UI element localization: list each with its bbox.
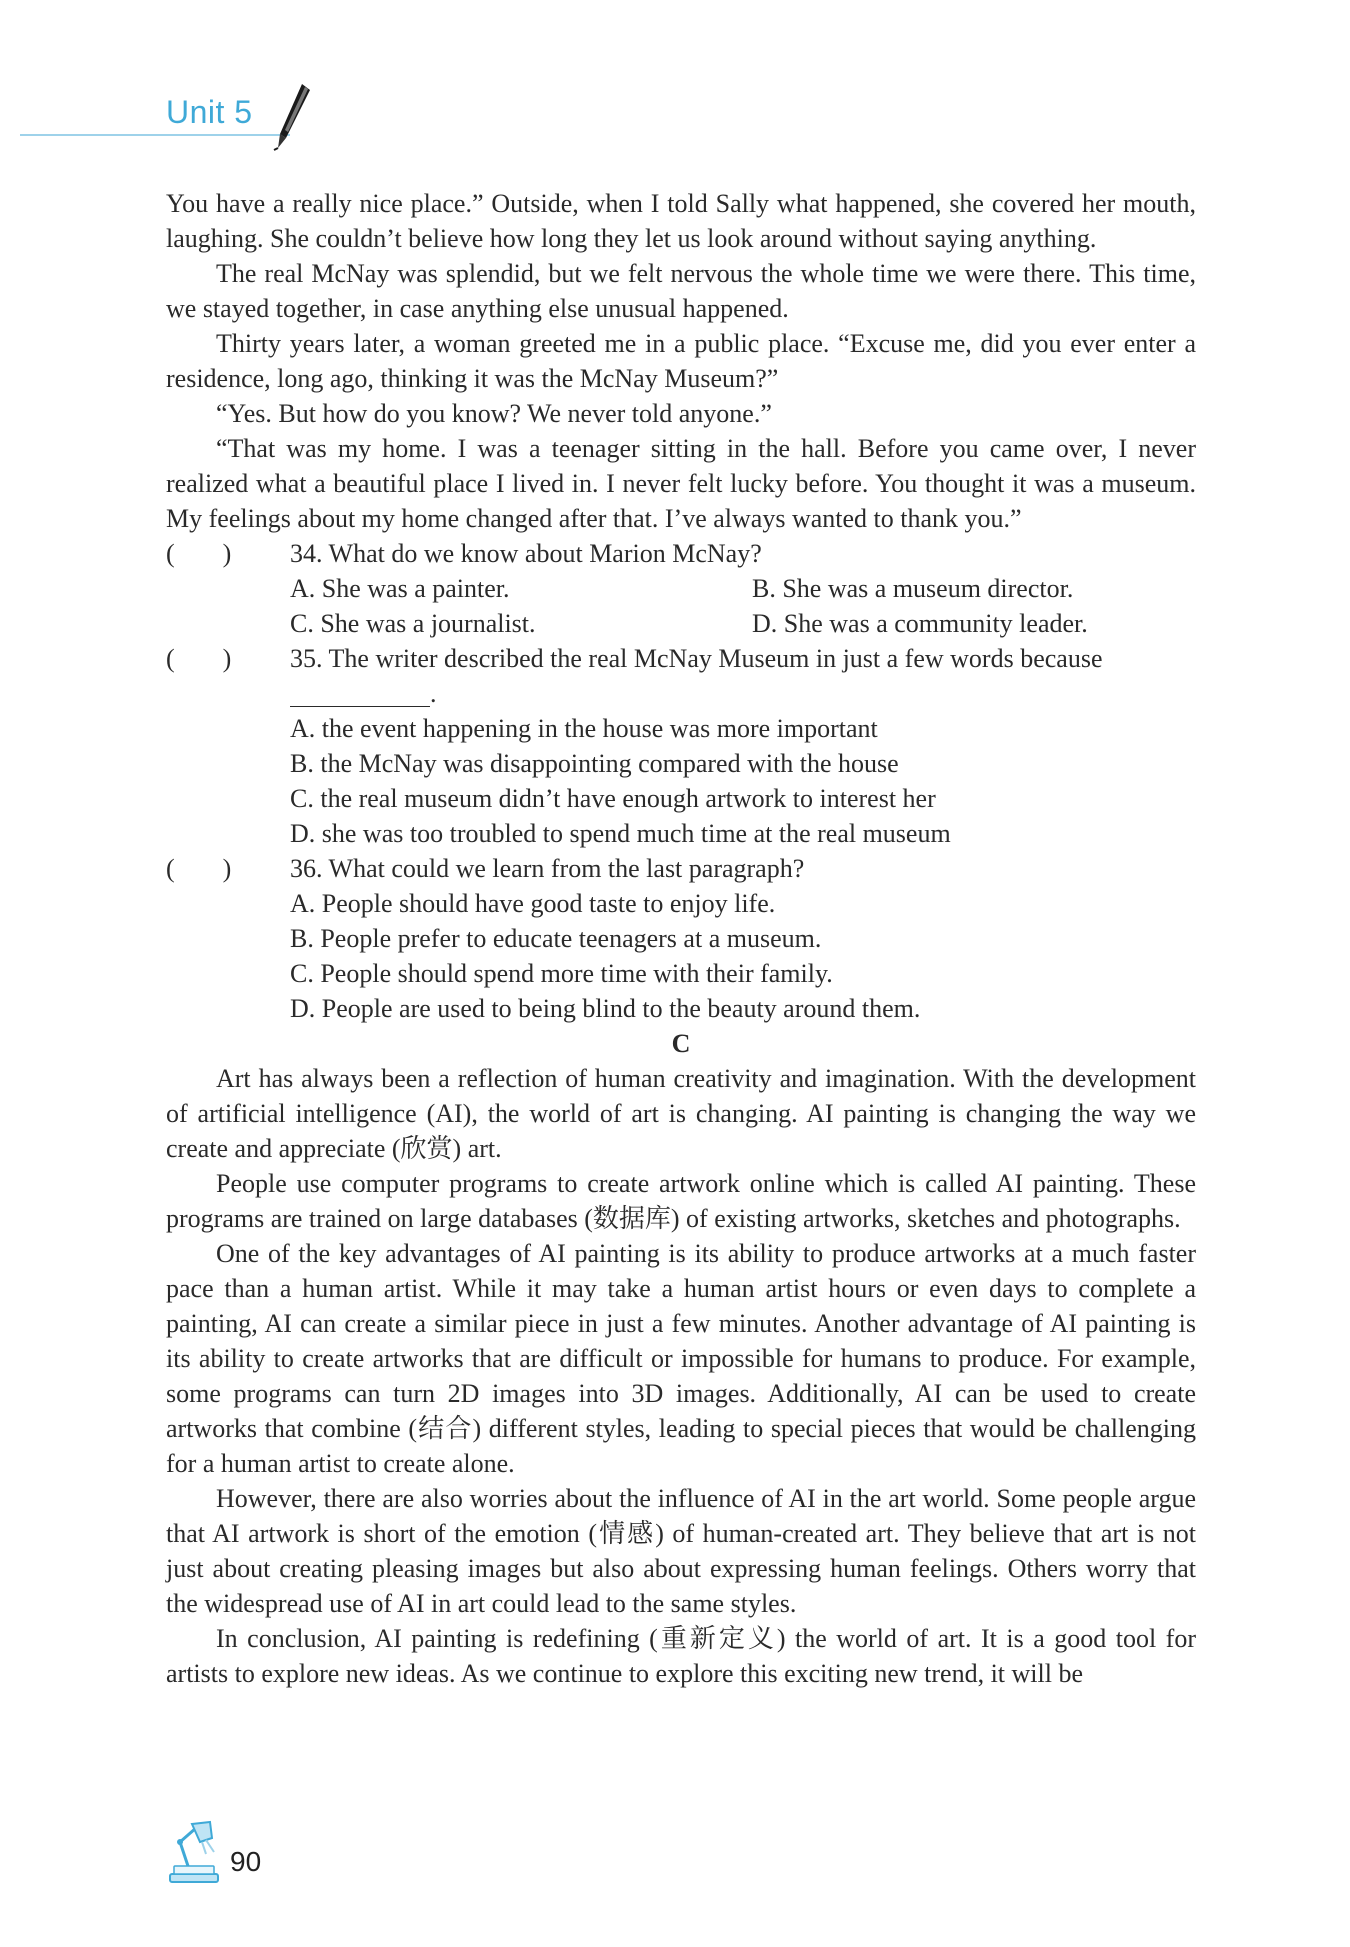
passage-paragraph: In conclusion, AI painting is redefining (重新定义) the world of art. It is a good tool for artists to explore new ideas. As we continue to explore this exciting new trend, it will be [166, 1624, 1196, 1688]
option-c: C. the real museum didn’t have enough artwork to interest her [290, 784, 936, 813]
option-d: D. She was a community leader. [752, 609, 1088, 638]
page-header [20, 82, 290, 142]
option-list [166, 886, 1196, 1026]
option-c: C. She was a journalist. [290, 609, 536, 638]
blank-period: . [430, 679, 437, 708]
section-title: C [671, 1029, 691, 1058]
option-b: B. She was a museum director. [752, 574, 1074, 603]
question-text: 36. What could we learn from the last paragraph? [290, 854, 805, 883]
question-stem [166, 851, 1196, 886]
answer-bracket[interactable]: ( ) [166, 854, 232, 883]
unit-title: Unit 5 [166, 94, 253, 130]
answer-bracket[interactable]: ( ) [166, 539, 232, 568]
option-d: D. People are used to being blind to the beauty around them. [290, 994, 921, 1023]
passage-paragraph: “Yes. But how do you know? We never told anyone.” [216, 399, 772, 428]
option-d: D. she was too troubled to spend much time at the real museum [290, 819, 951, 848]
option-grid [166, 571, 1196, 641]
question-35 [166, 641, 1196, 851]
option-c: C. People should spend more time with their family. [290, 959, 833, 988]
option-a: A. the event happening in the house was more important [290, 714, 878, 743]
question-34 [166, 536, 1196, 641]
passage-paragraph: The real McNay was splendid, but we felt nervous the whole time we were there. This time, we stayed together, in case anything else unusual happened. [166, 259, 1196, 323]
passage-paragraph: Thirty years later, a woman greeted me in a public place. “Excuse me, did you ever enter a residence, long ago, thinking it was the McNay Museum?” [166, 329, 1196, 393]
page-number: 90 [230, 1846, 262, 1877]
passage-paragraph: One of the key advantages of AI painting is its ability to produce artworks at a much faster pace than a human artist. While it may take a human artist hours or even days to complete a painting, AI can create a similar piece in just a few minutes. Another advantage of AI painting is its ability to create artworks that are difficult or impossible for humans to produce. For example, some programs can turn 2D images into 3D images. Additionally, AI can be used to create artworks that combine (结合) different styles, leading to special pieces that would be challenging for a human artist to create alone. [166, 1239, 1196, 1478]
question-36 [166, 851, 1196, 1026]
question-stem [166, 536, 1196, 571]
option-a: A. People should have good taste to enjoy life. [290, 889, 776, 918]
passage-c [166, 1026, 1196, 1691]
passage-paragraph: People use computer programs to create artwork online which is called AI painting. These programs are trained on large databases (数据库) of existing artworks, sketches and photographs. [166, 1169, 1196, 1233]
passage-paragraph: You have a really nice place.” Outside, when I told Sally what happened, she covered her mouth, laughing. She couldn’t believe how long they let us look around without saying anything. [166, 189, 1196, 253]
pen-icon [272, 82, 312, 152]
answer-bracket[interactable]: ( ) [166, 644, 232, 673]
answer-blank [166, 676, 1196, 711]
question-text: 35. The writer described the real McNay Museum in just a few words because [290, 644, 1103, 673]
question-stem [166, 641, 1196, 676]
passage-paragraph: However, there are also worries about the influence of AI in the art world. Some people argue that AI artwork is short of the emotion (情感) of human-created art. They believe that art is not just about creating pleasing images but also about expressing human feelings. Others worry that the widespread use of AI in art could lead to the same styles. [166, 1484, 1196, 1618]
option-b: B. the McNay was disappointing compared with the house [290, 749, 899, 778]
header-rule [20, 134, 290, 136]
option-b: B. People prefer to educate teenagers at a museum. [290, 924, 822, 953]
page-content [166, 186, 1196, 1691]
desk-lamp-icon [166, 1818, 224, 1884]
passage-paragraph: Art has always been a reflection of human creativity and imagination. With the development of artificial intelligence (AI), the world of art is changing. AI painting is changing the way we create and appreciate (欣赏) art. [166, 1064, 1196, 1163]
page-footer [166, 1818, 286, 1888]
option-a: A. She was a painter. [290, 574, 510, 603]
blank-underline [290, 685, 430, 707]
passage-b [166, 186, 1196, 536]
option-list [166, 711, 1196, 851]
question-text: 34. What do we know about Marion McNay? [290, 539, 762, 568]
passage-paragraph: “That was my home. I was a teenager sitting in the hall. Before you came over, I never realized what a beautiful place I lived in. I never felt lucky before. You thought it was a museum. My feelings about my home changed after that. I’ve always wanted to thank you.” [166, 434, 1196, 533]
